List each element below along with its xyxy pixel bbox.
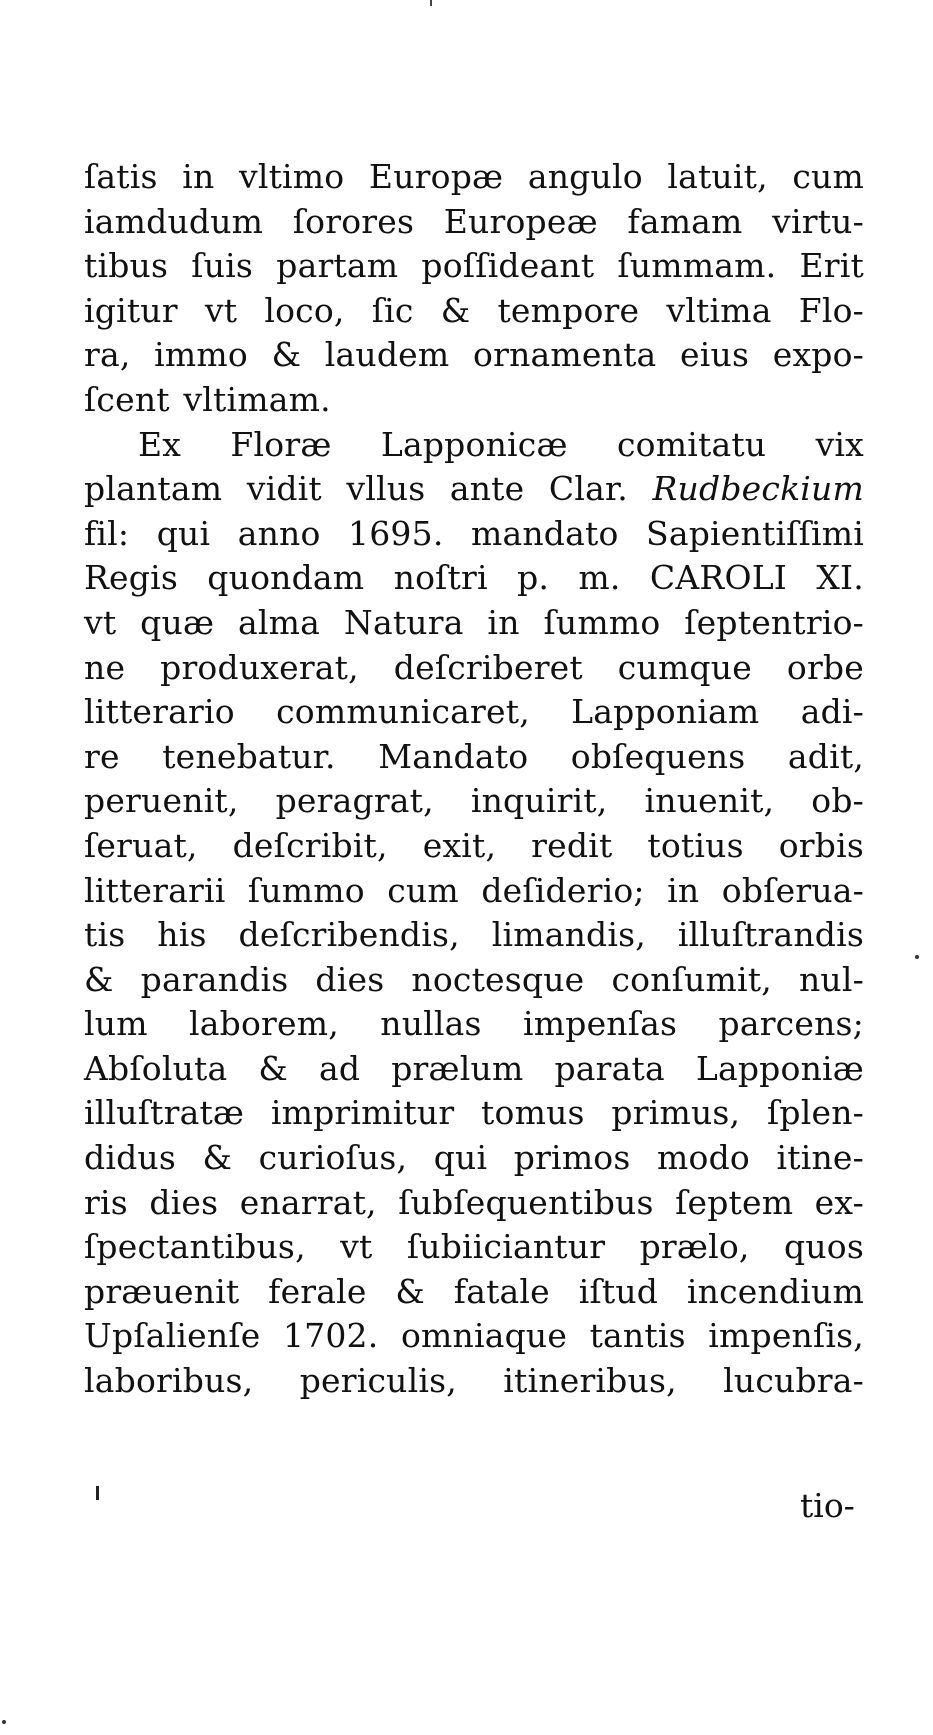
text-line: ra, immo & laudem ornamenta eius expo- <box>84 335 864 375</box>
text-line: didus & curioſus, qui primos modo itine- <box>84 1138 864 1178</box>
text-line-segment: plantam vidit vllus ante Clar. <box>84 469 628 509</box>
text-line: peruenit, peragrat, inquirit, inuenit, ob- <box>84 781 864 821</box>
page-edge-mark <box>430 0 432 6</box>
text-line: & parandis dies noctesque conſumit, nul- <box>84 959 864 999</box>
catchword: tio- <box>800 1486 855 1525</box>
text-line: ſcent vltimam. <box>84 379 331 419</box>
text-line: re tenebatur. Mandato obſequens adit, <box>84 736 864 776</box>
text-line-with-name <box>84 467 864 512</box>
text-line: ſpectantibus, vt ſubiiciantur prælo, quos <box>84 1227 864 1267</box>
text-line: tibus ſuis partam poſſideant ſummam. Erit <box>84 246 864 286</box>
speck <box>2 1720 6 1724</box>
text-line: igitur vt loco, ſic & tempore vltima Flo- <box>84 290 864 330</box>
text-line: vt quæ alma Natura in ſummo ſeptentrio- <box>84 602 864 642</box>
text-line: illuſtratæ imprimitur tomus primus, ſplen- <box>84 1093 864 1133</box>
italic-name: Rudbeckium <box>652 469 864 509</box>
text-line: fil: qui anno 1695. mandato Sapientiſſimi <box>84 513 864 553</box>
body-text <box>84 155 864 1404</box>
text-line: laboribus, periculis, itineribus, lucubra- <box>84 1361 864 1401</box>
text-line: ſeruat, deſcribit, exit, redit totius orbis <box>84 825 864 865</box>
paragraph-start-line: Ex Floræ Lapponicæ comitatu vix <box>138 424 864 464</box>
text-line: litterarii ſummo cum deſiderio; in obſerua- <box>84 870 864 910</box>
text-line: litterario communicaret, Lapponiam adi- <box>84 692 864 732</box>
text-line: lum laborem, nullas impenſas parcens; <box>84 1004 864 1044</box>
text-line: Abſoluta & ad prælum parata Lapponiæ <box>84 1048 864 1088</box>
speck <box>915 955 919 959</box>
text-line: ris dies enarrat, ſubſequentibus ſeptem ex- <box>84 1182 864 1222</box>
printer-mark <box>96 1486 99 1500</box>
text-line: iamdudum ſorores Europeæ famam virtu- <box>84 201 864 241</box>
text-line: Upſalienſe 1702. omniaque tantis impenſis, <box>84 1316 864 1356</box>
text-line: Regis quondam noſtri p. m. CAROLI XI. <box>84 558 864 598</box>
text-line: tis his deſcribendis, limandis, illuſtrandis <box>84 915 864 955</box>
text-line: præuenit ferale & fatale iſtud incendium <box>84 1271 864 1311</box>
text-line: ſatis in vltimo Europæ angulo latuit, cum <box>84 157 864 196</box>
text-line: ne produxerat, deſcriberet cumque orbe <box>84 647 864 687</box>
